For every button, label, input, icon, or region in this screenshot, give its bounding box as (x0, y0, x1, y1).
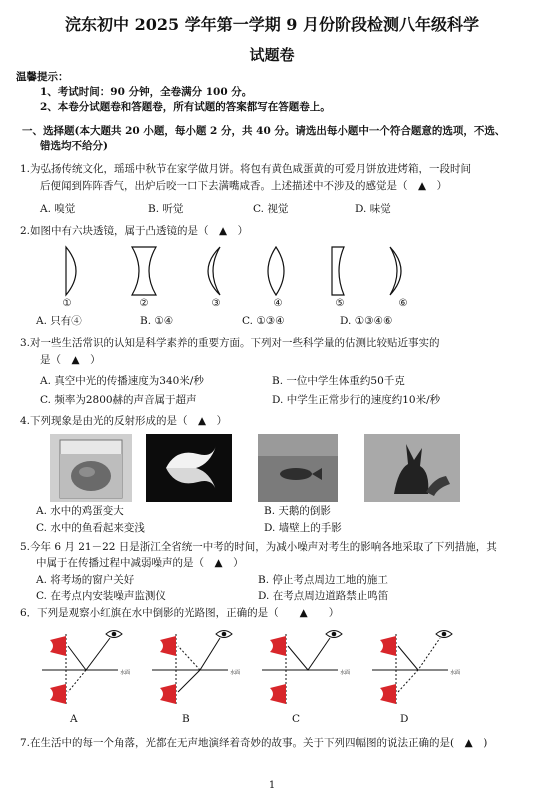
q5-option-b: B. 停止考点周边工地的施工 (258, 574, 388, 586)
q4-option-c: C. 水中的鱼看起来变浅 (36, 522, 145, 534)
q2-option-a: A. 只有④ (36, 315, 82, 327)
q5-option-a: A. 将考场的窗户关好 (36, 574, 135, 586)
q3-option-b: B. 一位中学生体重约50千克 (272, 375, 405, 387)
eye-icon-d (436, 631, 452, 638)
notice-item-2: 2、本卷分试题卷和答题卷，所有试题的答案都写在答题卷上。 (40, 101, 331, 113)
q4-option-b: B. 天鹅的倒影 (264, 505, 331, 517)
q3-line1: 3.对一些生活常识的认知是科学素养的重要方面。下列对一些科学量的估测比较贴近事实的 (20, 337, 440, 349)
lens-3 (208, 247, 220, 295)
q5-option-c: C. 在考点内安装噪声监测仪 (36, 590, 166, 602)
q3-option-c: C. 频率为2800赫的声音属于超声 (40, 394, 197, 406)
q7-line1: 7.在生活中的每一个角落，光都在无声地演绎着奇妙的故事。关于下列四幅图的说法正确的是( ▲ ) (20, 737, 488, 749)
q5-line2: 中属于在传播过程中减弱噪声的是（ ▲ ） (36, 557, 244, 569)
q6-diagram-label-b: B (182, 713, 190, 725)
notice-item-1: 1、考试时间：90 分钟，全卷满分 100 分。 (40, 86, 253, 98)
lens-label-3: ③ (211, 298, 221, 309)
q1-line1: 1.为弘扬传统文化，瑶瑶中秋节在家学做月饼。将包有黄色咸蛋黄的可爱月饼放进烤箱，一段时间 (20, 163, 472, 175)
water-label-c: 水面 (340, 670, 351, 676)
q4-line1: 4.下列现象是由光的反射形成的是（ ▲ ） (20, 415, 228, 427)
q2-option-b: B. ①④ (140, 315, 174, 327)
q5-line1: 5.今年 6 月 21－22 日是浙江全省统一中考的时间，为减小噪声对考生的影响各地采取了下列措施，其 (20, 541, 497, 553)
q2-option-c: C. ①③④ (242, 315, 285, 327)
q4-option-d: D. 墙壁上的手影 (264, 522, 342, 534)
q3-line2: 是（ ▲ ） (40, 354, 101, 366)
q6-line1: 6．下列是观察小红旗在水中倒影的光路图，正确的是（ ▲ ） (20, 607, 340, 619)
water-label-d: 水面 (450, 670, 461, 676)
fish-in-water-photo (258, 434, 338, 502)
eye-icon-c (326, 631, 342, 638)
lens-1 (66, 247, 76, 295)
hand-shadow-photo (364, 434, 460, 502)
flag-reflection-diagrams (40, 626, 480, 708)
q2-option-d: D. ①③④⑥ (340, 315, 393, 327)
q2-line1: 2.如图中有六块透镜，属于凸透镜的是（ ▲ ） (20, 225, 249, 237)
lens-5 (332, 247, 344, 295)
notice-heading: 温馨提示： (16, 71, 69, 83)
eye-icon-a (106, 631, 122, 638)
q1-line2: 后便闻到阵阵香气，出炉后咬一口下去满嘴咸香。上述描述中不涉及的感觉是（ ▲ ） (40, 180, 448, 192)
q1-option-c: C. 视觉 (253, 203, 289, 215)
lens-2 (132, 247, 156, 295)
q6-diagram-label-c: C (292, 713, 301, 725)
egg-in-water-photo (50, 434, 132, 502)
q3-option-a: A. 真空中光的传播速度为340米/秒 (40, 375, 204, 387)
lens-6 (390, 247, 401, 295)
q1-option-d: D. 味觉 (355, 203, 391, 215)
water-label-b: 水面 (230, 670, 241, 676)
exam-title: 浣东初中 2025 学年第一学期 9 月份阶段检测八年级科学 (65, 15, 479, 34)
section1-line2: 错选均不给分) (40, 140, 108, 152)
q1-option-a: A. 嗅觉 (40, 203, 76, 215)
section1-line1: 一、选择题(本大题共 20 小题，每小题 2 分，共 40 分。请选出每小题中一个符合题意的选项，不选、 (22, 125, 506, 137)
q5-option-d: D. 在考点周边道路禁止鸣笛 (258, 590, 389, 602)
eye-icon-b (216, 631, 232, 638)
lens-label-6: ⑥ (398, 298, 408, 309)
lens-label-4: ④ (273, 298, 283, 309)
lens-4 (268, 247, 284, 295)
swan-reflection-photo (146, 434, 232, 502)
lens-label-5: ⑤ (335, 298, 345, 309)
lens-label-1: ① (62, 298, 72, 309)
q1-option-b: B. 听觉 (148, 203, 184, 215)
q6-diagram-label-d: D (400, 713, 409, 725)
page-number: 1 (268, 780, 276, 791)
lens-label-2: ② (139, 298, 149, 309)
q4-option-a: A. 水中的鸡蛋变大 (36, 505, 124, 517)
lens-diagram (40, 243, 440, 299)
q6-diagram-label-a: A (70, 713, 78, 725)
exam-subtitle: 试题卷 (249, 46, 295, 64)
water-label-a: 水面 (120, 670, 131, 676)
q3-option-d: D. 中学生正常步行的速度约10米/秒 (272, 394, 441, 406)
